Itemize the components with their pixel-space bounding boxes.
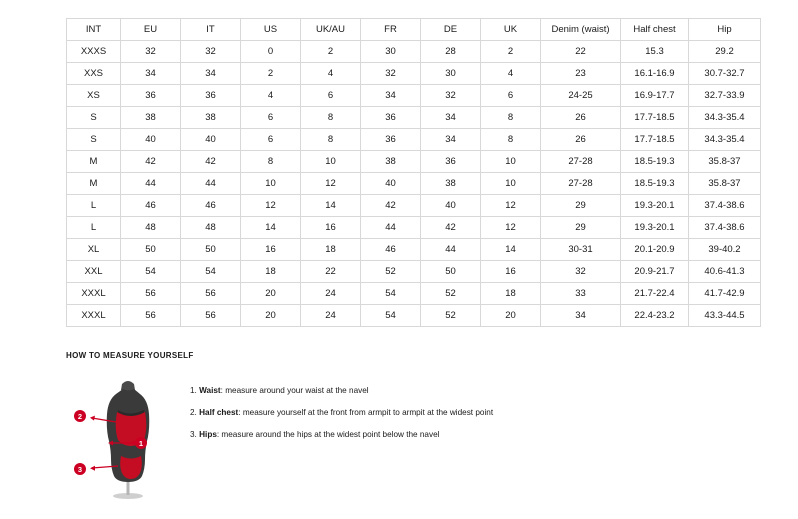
table-cell: 22 xyxy=(541,41,621,63)
table-cell: 12 xyxy=(481,217,541,239)
table-row xyxy=(67,261,761,283)
table-cell: 2 xyxy=(481,41,541,63)
table-cell: 43.3-44.5 xyxy=(689,305,761,327)
measure-instruction-term: Hips xyxy=(199,430,217,439)
table-cell: XXXS xyxy=(67,41,121,63)
table-cell: 8 xyxy=(481,107,541,129)
table-cell: 40 xyxy=(361,173,421,195)
table-cell: 16 xyxy=(481,261,541,283)
table-cell: 56 xyxy=(121,305,181,327)
table-cell: 32 xyxy=(361,63,421,85)
table-cell: 38 xyxy=(421,173,481,195)
table-cell: 6 xyxy=(481,85,541,107)
table-cell: 24 xyxy=(301,283,361,305)
table-header-row xyxy=(67,19,761,41)
table-cell: 34.3-35.4 xyxy=(689,129,761,151)
table-cell: 54 xyxy=(361,305,421,327)
how-to-measure-title: HOW TO MEASURE YOURSELF xyxy=(66,351,194,360)
table-cell: 26 xyxy=(541,129,621,151)
measure-instruction-item xyxy=(190,428,493,441)
table-cell: 16 xyxy=(241,239,301,261)
table-cell: 17.7-18.5 xyxy=(621,107,689,129)
table-cell: 50 xyxy=(121,239,181,261)
table-cell: 30-31 xyxy=(541,239,621,261)
svg-text:3: 3 xyxy=(77,465,83,475)
table-cell: XXS xyxy=(67,63,121,85)
table-cell: 32.7-33.9 xyxy=(689,85,761,107)
table-row xyxy=(67,283,761,305)
table-cell: XXL xyxy=(67,261,121,283)
table-cell: S xyxy=(67,107,121,129)
table-cell: 16.9-17.7 xyxy=(621,85,689,107)
table-row xyxy=(67,63,761,85)
column-header-denim-waist: Denim (waist) xyxy=(541,19,621,41)
table-cell: 8 xyxy=(241,151,301,173)
table-cell: 52 xyxy=(361,261,421,283)
measure-instruction-text: : measure around your waist at the navel xyxy=(220,386,369,395)
column-header-int: INT xyxy=(67,19,121,41)
column-header-fr: FR xyxy=(361,19,421,41)
table-cell: 14 xyxy=(301,195,361,217)
measure-instruction-text: : measure yourself at the front from armpit to armpit at the widest point xyxy=(238,408,494,417)
table-cell: 40 xyxy=(421,195,481,217)
column-header-uk-au: UK/AU xyxy=(301,19,361,41)
table-cell: 36 xyxy=(361,129,421,151)
table-cell: 27-28 xyxy=(541,173,621,195)
table-cell: 32 xyxy=(181,41,241,63)
table-cell: 38 xyxy=(121,107,181,129)
column-header-us: US xyxy=(241,19,301,41)
table-cell: 29.2 xyxy=(689,41,761,63)
table-cell: 44 xyxy=(121,173,181,195)
table-cell: 16 xyxy=(301,217,361,239)
table-cell: 32 xyxy=(541,261,621,283)
measure-instruction-term: Waist xyxy=(199,386,221,395)
table-cell: 24-25 xyxy=(541,85,621,107)
table-cell: 42 xyxy=(121,151,181,173)
marker-1 xyxy=(135,437,147,449)
table-cell: 27-28 xyxy=(541,151,621,173)
column-header-it: IT xyxy=(181,19,241,41)
table-cell: 48 xyxy=(121,217,181,239)
table-cell: 18 xyxy=(481,283,541,305)
table-cell: 32 xyxy=(421,85,481,107)
table-cell: 29 xyxy=(541,195,621,217)
table-cell: 54 xyxy=(121,261,181,283)
table-cell: 20.9-21.7 xyxy=(621,261,689,283)
table-cell: 20 xyxy=(481,305,541,327)
table-row xyxy=(67,305,761,327)
table-cell: 34.3-35.4 xyxy=(689,107,761,129)
table-cell: 46 xyxy=(121,195,181,217)
table-cell: XXXL xyxy=(67,305,121,327)
table-cell: 24 xyxy=(301,305,361,327)
table-cell: XL xyxy=(67,239,121,261)
table-cell: 34 xyxy=(421,107,481,129)
table-cell: 20 xyxy=(241,283,301,305)
table-cell: 10 xyxy=(301,151,361,173)
table-cell: 2 xyxy=(241,63,301,85)
table-cell: 6 xyxy=(241,129,301,151)
table-cell: 35.8-37 xyxy=(689,173,761,195)
table-cell: 6 xyxy=(241,107,301,129)
table-cell: 41.7-42.9 xyxy=(689,283,761,305)
table-cell: 34 xyxy=(541,305,621,327)
mannequin-illustration xyxy=(66,370,176,500)
table-cell: 19.3-20.1 xyxy=(621,217,689,239)
table-cell: 10 xyxy=(481,173,541,195)
table-cell: 38 xyxy=(361,151,421,173)
table-cell: 36 xyxy=(181,85,241,107)
column-header-half-chest: Half chest xyxy=(621,19,689,41)
table-cell: 14 xyxy=(481,239,541,261)
table-cell: 46 xyxy=(181,195,241,217)
table-cell: 8 xyxy=(481,129,541,151)
table-cell: L xyxy=(67,195,121,217)
table-cell: 14 xyxy=(241,217,301,239)
table-cell: 20.1-20.9 xyxy=(621,239,689,261)
table-cell: 36 xyxy=(121,85,181,107)
table-cell: 42 xyxy=(181,151,241,173)
table-cell: 40 xyxy=(181,129,241,151)
table-cell: 32 xyxy=(121,41,181,63)
table-cell: 12 xyxy=(301,173,361,195)
size-chart-table xyxy=(66,18,761,327)
table-cell: 12 xyxy=(481,195,541,217)
table-cell: 42 xyxy=(421,217,481,239)
table-cell: 34 xyxy=(181,63,241,85)
table-cell: 8 xyxy=(301,129,361,151)
how-to-measure-section xyxy=(66,351,746,500)
table-cell: 4 xyxy=(241,85,301,107)
table-cell: 34 xyxy=(121,63,181,85)
table-cell: 2 xyxy=(301,41,361,63)
table-cell: XS xyxy=(67,85,121,107)
svg-text:1: 1 xyxy=(138,439,144,449)
table-cell: 39-40.2 xyxy=(689,239,761,261)
table-cell: 40 xyxy=(121,129,181,151)
table-cell: 37.4-38.6 xyxy=(689,195,761,217)
table-cell: 16.1-16.9 xyxy=(621,63,689,85)
table-cell: 56 xyxy=(181,283,241,305)
table-cell: 54 xyxy=(361,283,421,305)
mannequin-figure xyxy=(66,370,176,500)
column-header-eu: EU xyxy=(121,19,181,41)
table-cell: 30 xyxy=(421,63,481,85)
table-cell: 4 xyxy=(481,63,541,85)
measure-instruction-term: Half chest xyxy=(199,408,239,417)
table-cell: 30.7-32.7 xyxy=(689,63,761,85)
measure-instruction-number: 2. xyxy=(190,408,197,417)
table-cell: 22.4-23.2 xyxy=(621,305,689,327)
table-cell: 56 xyxy=(121,283,181,305)
table-cell: 28 xyxy=(421,41,481,63)
table-cell: 20 xyxy=(241,305,301,327)
measure-instruction-number: 1. xyxy=(190,386,197,395)
table-cell: 10 xyxy=(481,151,541,173)
table-cell: 29 xyxy=(541,217,621,239)
table-row xyxy=(67,239,761,261)
table-cell: 52 xyxy=(421,283,481,305)
table-cell: 48 xyxy=(181,217,241,239)
table-cell: 30 xyxy=(361,41,421,63)
table-row xyxy=(67,85,761,107)
table-cell: 34 xyxy=(361,85,421,107)
table-cell: 18.5-19.3 xyxy=(621,173,689,195)
table-cell: 36 xyxy=(421,151,481,173)
table-row xyxy=(67,217,761,239)
table-cell: 4 xyxy=(301,63,361,85)
table-row xyxy=(67,173,761,195)
table-cell: 26 xyxy=(541,107,621,129)
table-cell: 50 xyxy=(181,239,241,261)
column-header-de: DE xyxy=(421,19,481,41)
table-cell: 17.7-18.5 xyxy=(621,129,689,151)
table-cell: 18 xyxy=(241,261,301,283)
table-cell: 21.7-22.4 xyxy=(621,283,689,305)
table-row xyxy=(67,41,761,63)
table-cell: 52 xyxy=(421,305,481,327)
table-cell: 34 xyxy=(421,129,481,151)
table-cell: M xyxy=(67,173,121,195)
table-cell: 8 xyxy=(301,107,361,129)
table-cell: L xyxy=(67,217,121,239)
table-cell: 42 xyxy=(361,195,421,217)
table-cell: 6 xyxy=(301,85,361,107)
table-cell: 44 xyxy=(361,217,421,239)
table-row xyxy=(67,195,761,217)
table-cell: S xyxy=(67,129,121,151)
table-cell: 36 xyxy=(361,107,421,129)
table-row xyxy=(67,107,761,129)
marker-2 xyxy=(74,410,86,422)
table-cell: 50 xyxy=(421,261,481,283)
table-cell: 37.4-38.6 xyxy=(689,217,761,239)
table-cell: 40.6-41.3 xyxy=(689,261,761,283)
table-cell: 56 xyxy=(181,305,241,327)
table-cell: M xyxy=(67,151,121,173)
table-cell: 38 xyxy=(181,107,241,129)
svg-text:2: 2 xyxy=(77,412,83,422)
table-cell: 44 xyxy=(421,239,481,261)
measure-instruction-item xyxy=(190,406,493,419)
table-cell: 12 xyxy=(241,195,301,217)
measure-instruction-number: 3. xyxy=(190,430,197,439)
table-cell: 22 xyxy=(301,261,361,283)
table-cell: 44 xyxy=(181,173,241,195)
table-cell: XXXL xyxy=(67,283,121,305)
table-cell: 35.8-37 xyxy=(689,151,761,173)
table-cell: 15.3 xyxy=(621,41,689,63)
table-row xyxy=(67,151,761,173)
measure-instructions-list xyxy=(190,384,493,450)
column-header-hip: Hip xyxy=(689,19,761,41)
table-cell: 23 xyxy=(541,63,621,85)
table-cell: 0 xyxy=(241,41,301,63)
table-cell: 33 xyxy=(541,283,621,305)
table-cell: 10 xyxy=(241,173,301,195)
table-cell: 18.5-19.3 xyxy=(621,151,689,173)
table-cell: 18 xyxy=(301,239,361,261)
table-cell: 46 xyxy=(361,239,421,261)
table-row xyxy=(67,129,761,151)
table-cell: 19.3-20.1 xyxy=(621,195,689,217)
marker-3 xyxy=(74,463,86,475)
column-header-uk: UK xyxy=(481,19,541,41)
measure-instruction-item xyxy=(190,384,493,397)
table-cell: 54 xyxy=(181,261,241,283)
measure-instruction-text: : measure around the hips at the widest point below the navel xyxy=(216,430,440,439)
